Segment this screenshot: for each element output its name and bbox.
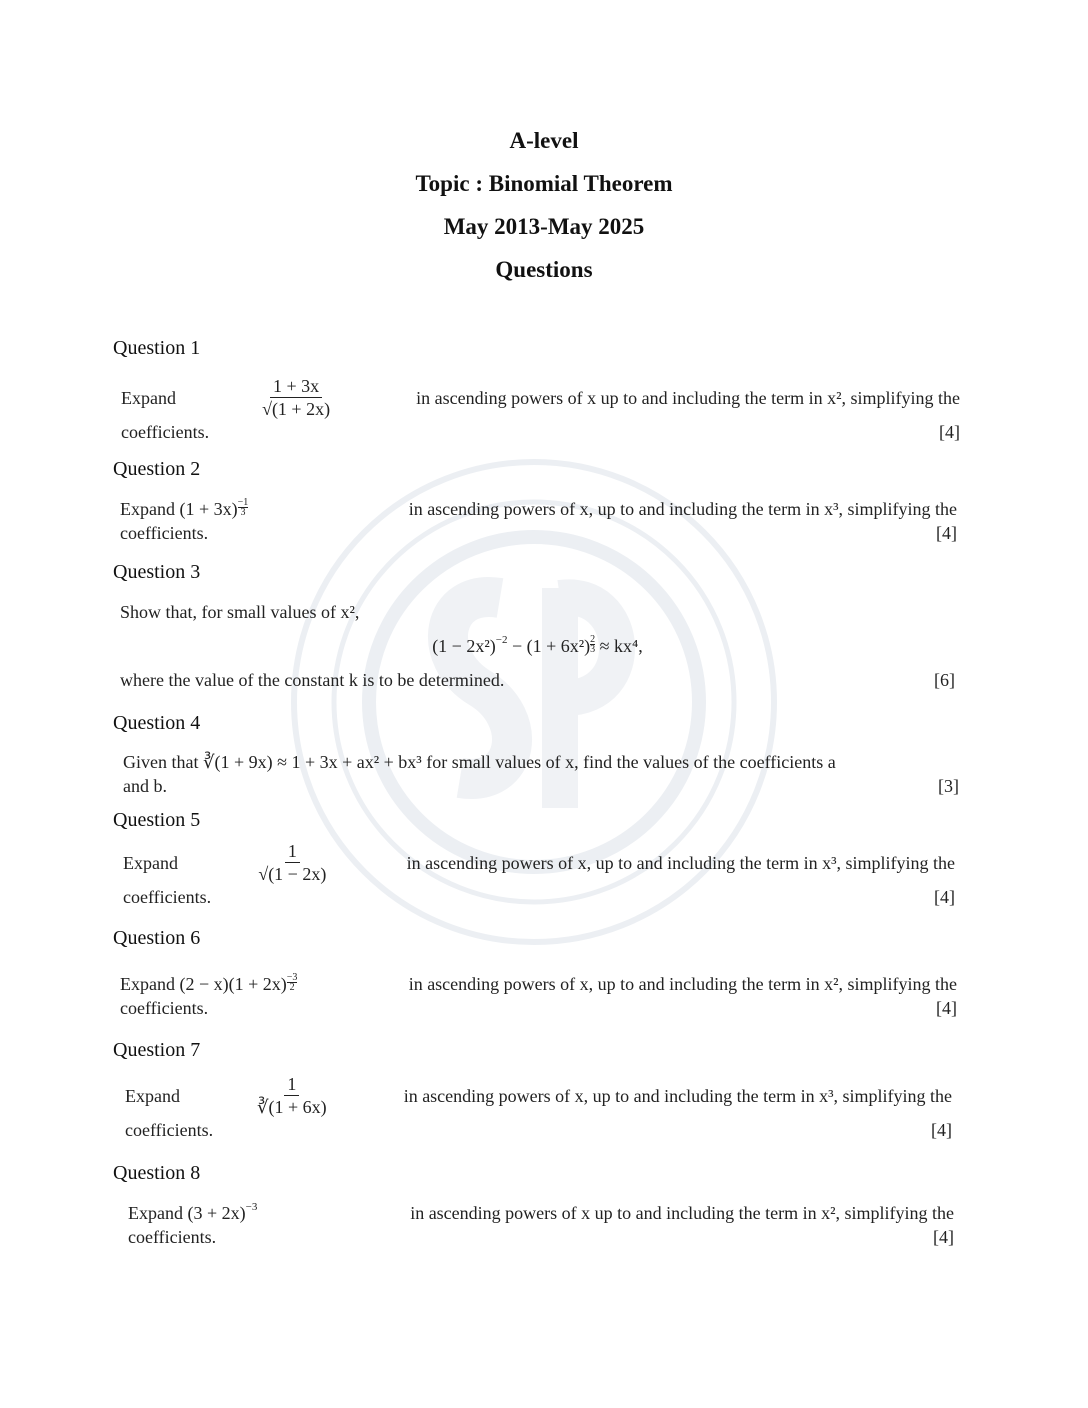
q-text: Expand (2 − x)(1 + 2x) bbox=[120, 974, 287, 994]
q-text: Expand (3 + 2x) bbox=[128, 1203, 246, 1223]
exp-num: −3 bbox=[286, 972, 298, 983]
question-1 bbox=[121, 375, 960, 444]
q-text: in ascending powers of x, up to and including the term in x², simplifying the bbox=[408, 974, 957, 994]
question-label: Question 8 bbox=[113, 1162, 201, 1184]
doc-level: A-level bbox=[509, 128, 579, 153]
q-text: in ascending powers of x, up to and including the term in x³, simplifying the bbox=[403, 1085, 952, 1106]
q-text: in ascending powers of x, up to and including the term in x³, simplifying the bbox=[408, 499, 957, 519]
question-6 bbox=[120, 972, 957, 1020]
numerator: 1 + 3x bbox=[270, 375, 322, 398]
question-label: Question 7 bbox=[113, 1039, 201, 1061]
denominator: ∛(1 + 6x) bbox=[257, 1097, 327, 1117]
q-text: in ascending powers of x, up to and including the term in x³, simplifying the bbox=[406, 852, 955, 873]
question-4 bbox=[123, 750, 959, 798]
exponent: −2 bbox=[495, 634, 508, 646]
q-text: Expand bbox=[121, 387, 176, 408]
marks: [4] bbox=[931, 1120, 952, 1140]
q-text: coefficients. bbox=[120, 523, 209, 543]
marks: [4] bbox=[936, 998, 957, 1018]
marks: [4] bbox=[934, 887, 955, 907]
question-label: Question 1 bbox=[113, 337, 201, 359]
exponent: −3 bbox=[245, 1201, 258, 1213]
question-8 bbox=[128, 1201, 954, 1249]
doc-section: Questions bbox=[495, 257, 593, 282]
question-7 bbox=[125, 1073, 952, 1142]
exp-den: 2 bbox=[289, 982, 295, 993]
question-label: Question 5 bbox=[113, 809, 201, 831]
math: − (1 + 6x²) bbox=[507, 636, 591, 656]
numerator: 1 bbox=[285, 840, 300, 863]
fraction bbox=[254, 1073, 330, 1118]
marks: [6] bbox=[934, 670, 955, 690]
question-5 bbox=[123, 840, 955, 909]
q-text: Expand bbox=[123, 852, 178, 873]
q-text: Show that, for small values of x², bbox=[120, 602, 360, 622]
doc-period: May 2013-May 2025 bbox=[443, 214, 645, 239]
doc-topic: Topic : Binomial Theorem bbox=[415, 171, 673, 196]
exp-num: −1 bbox=[237, 497, 249, 508]
q-text: in ascending powers of x up to and including the term in x², simplifying the bbox=[410, 1203, 954, 1223]
q-text: coefficients. bbox=[120, 998, 209, 1018]
math: (1 − 2x²) bbox=[432, 636, 496, 656]
question-label: Question 3 bbox=[113, 561, 201, 583]
exp-num: 2 bbox=[590, 634, 596, 645]
marks: [4] bbox=[936, 523, 957, 543]
fraction bbox=[255, 840, 329, 885]
question-2 bbox=[120, 497, 957, 545]
q-text: coefficients. bbox=[123, 887, 212, 907]
denominator: √(1 − 2x) bbox=[258, 864, 327, 884]
numerator: 1 bbox=[284, 1073, 299, 1096]
question-label: Question 2 bbox=[113, 458, 201, 480]
fraction bbox=[259, 375, 333, 420]
q-text: Expand bbox=[125, 1085, 180, 1106]
exponent bbox=[238, 498, 249, 517]
marks: [4] bbox=[939, 422, 960, 442]
q-text: Given that ∛(1 + 9x) ≈ 1 + 3x + ax² + bx³ for small values of x, find the values of the coefficients a bbox=[123, 752, 836, 772]
marks: [3] bbox=[938, 776, 959, 796]
q-text: where the value of the constant k is to be determined. bbox=[120, 670, 505, 690]
marks: [4] bbox=[933, 1227, 954, 1247]
exp-den: 3 bbox=[590, 644, 596, 655]
q-text: in ascending powers of x up to and including the term in x², simplifying the bbox=[416, 387, 960, 408]
math: ≈ kx⁴, bbox=[595, 636, 643, 656]
q-text: coefficients. bbox=[128, 1227, 217, 1247]
question-3 bbox=[120, 600, 955, 692]
q-text: coefficients. bbox=[121, 422, 210, 442]
q-text: Expand (1 + 3x) bbox=[120, 499, 238, 519]
question-label: Question 6 bbox=[113, 927, 201, 949]
denominator: √(1 + 2x) bbox=[262, 399, 331, 419]
question-label: Question 4 bbox=[113, 712, 201, 734]
exponent bbox=[287, 973, 298, 992]
q-text: coefficients. bbox=[125, 1120, 214, 1140]
exp-den: 3 bbox=[240, 507, 246, 518]
q-text: and b. bbox=[123, 776, 167, 796]
